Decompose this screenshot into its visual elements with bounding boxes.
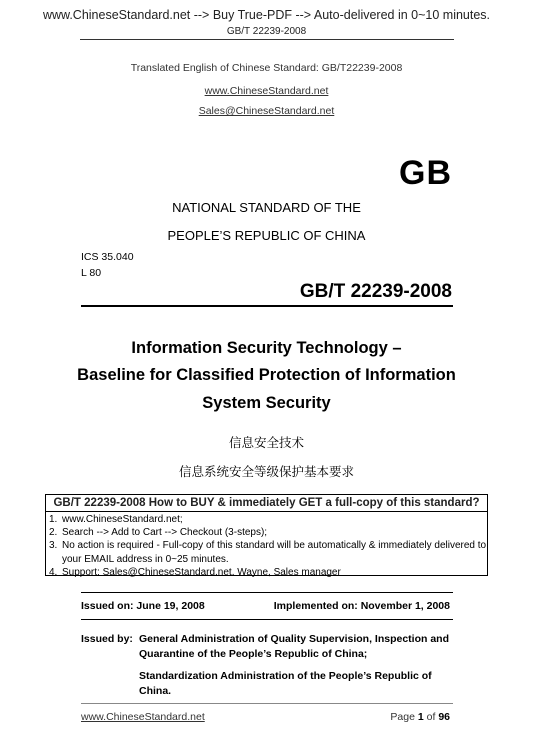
website-link[interactable]: www.ChineseStandard.net [204, 85, 329, 97]
implemented-date: Implemented on: November 1, 2008 [273, 600, 450, 612]
issuer-line-3: Standardization Administration of the People’s Republic of China. [139, 670, 432, 697]
buy-info-box [45, 494, 488, 576]
buy-step-4 [49, 566, 484, 579]
step-text: Support: Sales@ChineseStandard.net. Wayne, Sales manager [62, 566, 341, 578]
header-divider [80, 39, 454, 40]
step-number: 1. [49, 514, 58, 525]
website-link-row [0, 85, 533, 97]
header-doc-id: GB/T 22239-2008 [226, 26, 307, 37]
email-link-row [0, 105, 533, 117]
top-banner: www.ChineseStandard.net --> Buy True-PDF --> Auto-delivered in 0~10 minutes. [42, 8, 491, 22]
page-indicator [390, 711, 450, 723]
page-total: 96 [438, 711, 450, 723]
buy-step-3 [49, 539, 487, 552]
chinese-title-2: 信息系统安全等级保护基本要求 [178, 465, 354, 479]
translated-line: Translated English of Chinese Standard: GB/T22239-2008 [130, 62, 403, 74]
buy-step-2 [49, 526, 484, 539]
buy-step-3-cont [49, 553, 484, 566]
step-text: your EMAIL address in 0~25 minutes. [62, 553, 229, 565]
issuer-line-1: General Administration of Quality Supervision, Inspection and [139, 633, 449, 645]
ics-code: ICS 35.040 [81, 251, 134, 263]
issuer-row-1 [81, 632, 453, 647]
buy-step-1 [49, 513, 484, 526]
issuer-line-2: Quarantine of the People’s Republic of China; [139, 647, 368, 660]
issuer-label: Issued by: [81, 633, 133, 645]
ccs-code: L 80 [81, 267, 102, 279]
republic-line: PEOPLE’S REPUBLIC OF CHINA [167, 228, 366, 243]
step-text: No action is required - Full-copy of this standard will be automatically & immediately delivered to [62, 540, 487, 552]
title-line-1: Information Security Technology – [131, 339, 402, 357]
step-number: 2. [49, 527, 58, 539]
buy-box-title: GB/T 22239-2008 How to BUY & immediately GET a full-copy of this standard? [46, 495, 487, 512]
buy-steps-list [46, 512, 487, 579]
gb-logo: GB [399, 154, 452, 192]
title-divider [81, 305, 453, 307]
title-line-2: Baseline for Classified Protection of Information [77, 366, 456, 384]
footer-site-link[interactable]: www.ChineseStandard.net [81, 711, 205, 723]
page-current: 1 [417, 711, 424, 723]
title-line-3: System Security [202, 394, 331, 412]
step-number: 3. [49, 540, 58, 552]
standard-number: GB/T 22239-2008 [299, 281, 452, 302]
step-number: 4. [49, 566, 58, 578]
issued-date: Issued on: June 19, 2008 [81, 600, 205, 612]
issuer-block [81, 632, 453, 698]
step-text[interactable]: www.ChineseStandard.net; [62, 514, 183, 525]
chinese-title-1: 信息安全技术 [228, 436, 304, 450]
email-link[interactable]: Sales@ChineseStandard.net [198, 105, 335, 117]
dates-bottom-divider [81, 619, 453, 620]
step-text: Search --> Add to Cart --> Checkout (3-steps); [62, 527, 268, 539]
footer-divider [81, 703, 453, 704]
page-prefix: Page [390, 711, 415, 723]
dates-top-divider [81, 592, 453, 593]
national-standard-line: NATIONAL STANDARD OF THE [172, 200, 361, 215]
page-of: of [426, 711, 436, 723]
